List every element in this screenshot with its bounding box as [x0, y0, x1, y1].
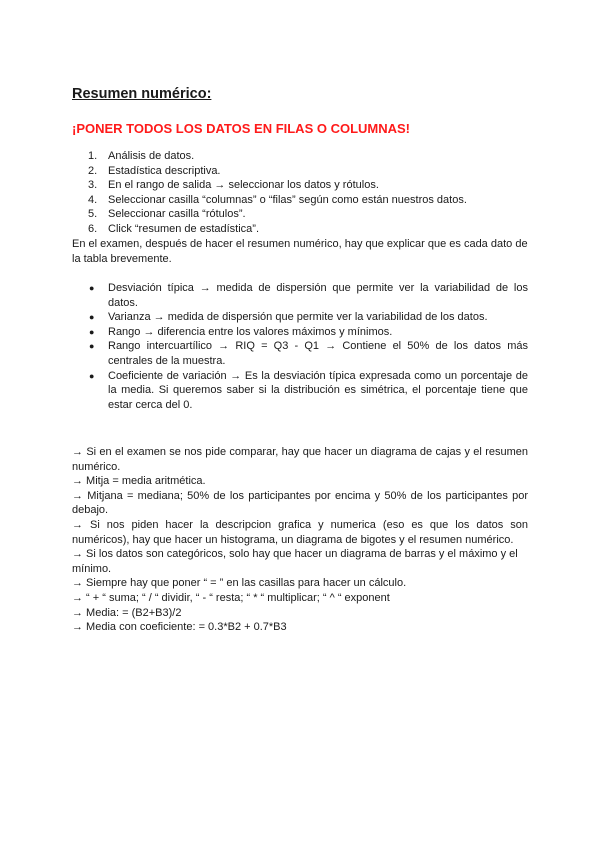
notes-section — [72, 445, 528, 635]
bullet-icon: ● — [89, 326, 95, 337]
note-line: → Si los datos son categóricos, solo hay que hacer un diagrama de barras y el máximo y el mínimo. — [72, 548, 518, 575]
list-item-text: Coeficiente de variación → Es la desviación típica expresada como un porcentaje de la media. Si queremos saber si la distribución es simétrica, el porcentaje tiene que estar cerca del 0. — [108, 369, 528, 411]
list-item-text: Análisis de datos. — [108, 150, 195, 162]
list-number: 5. — [88, 208, 98, 221]
list-item — [72, 149, 542, 164]
note-line: → Mitja = media aritmética. — [72, 475, 206, 488]
note-line: → Mitjana = mediana; 50% de los participantes por encima y 50% de los participantes por debajo. — [72, 489, 528, 517]
list-item-text: En el rango de salida → seleccionar los datos y rótulos. — [108, 179, 379, 192]
list-item-text: Seleccionar casilla “rótulos”. — [108, 208, 246, 221]
steps-list — [72, 149, 542, 237]
list-item — [72, 193, 542, 208]
list-item — [72, 281, 528, 310]
list-number: 2. — [88, 164, 98, 177]
note-line: → Media: = (B2+B3)/2 — [72, 606, 182, 619]
list-item-text: Rango → diferencia entre los valores máximos y mínimos. — [108, 325, 393, 338]
intro-paragraph: En el examen, después de hacer el resumen numérico, hay que explicar que es cada dato de la tabla brevemente. — [72, 238, 528, 265]
list-item-text: Seleccionar casilla “columnas” o “filas” según como están nuestros datos. — [108, 193, 467, 206]
bullet-icon: ● — [89, 370, 95, 381]
list-item — [72, 369, 528, 413]
list-number: 3. — [88, 179, 98, 192]
bullet-icon: ● — [89, 341, 95, 352]
list-item — [72, 178, 542, 193]
list-item — [72, 164, 542, 179]
note-line: → “ + “ suma; “ / “ dividir, “ - “ resta; “ * “ multiplicar; “ ^ “ exponent — [72, 591, 390, 604]
list-item-text: Click “resumen de estadística”. — [108, 222, 259, 235]
note-line: → Siempre hay que poner “ = ” en las casillas para hacer un cálculo. — [72, 577, 407, 590]
list-item-text: Varianza → medida de dispersión que permite ver la variabilidad de los datos. — [108, 311, 488, 324]
document-title: Resumen numérico: — [72, 86, 212, 102]
note-line: → Si nos piden hacer la descripcion grafica y numerica (eso es que los datos son numéricos), hay que hacer un histograma, un diagrama de bigotes y el resumen numérico. — [72, 518, 528, 546]
note-line: → Media con coeficiente: = 0.3*B2 + 0.7*B3 — [72, 621, 287, 634]
list-number: 4. — [88, 193, 98, 206]
list-item — [72, 325, 528, 340]
list-item — [72, 339, 528, 368]
list-item — [72, 207, 542, 222]
bullet-icon: ● — [89, 312, 95, 323]
list-number: 6. — [88, 222, 98, 235]
list-item-text: Desviación típica → medida de dispersión que permite ver la variabilidad de los datos. — [108, 282, 528, 309]
list-item-text: Rango intercuartílico → RIQ = Q3 - Q1 → Contiene el 50% de los datos más centrales de la muestra. — [108, 340, 528, 367]
note-line: → Si en el examen se nos pide comparar, hay que hacer un diagrama de cajas y el resumen numérico. — [72, 446, 528, 473]
list-number: 1. — [88, 150, 98, 162]
list-item-text: Estadística descriptiva. — [108, 164, 221, 177]
warning-heading: ¡PONER TODOS LOS DATOS EN FILAS O COLUMNAS! — [72, 121, 411, 136]
list-item — [72, 222, 542, 237]
definitions-list — [72, 281, 528, 412]
list-item — [72, 310, 528, 325]
bullet-icon: ● — [89, 283, 95, 293]
